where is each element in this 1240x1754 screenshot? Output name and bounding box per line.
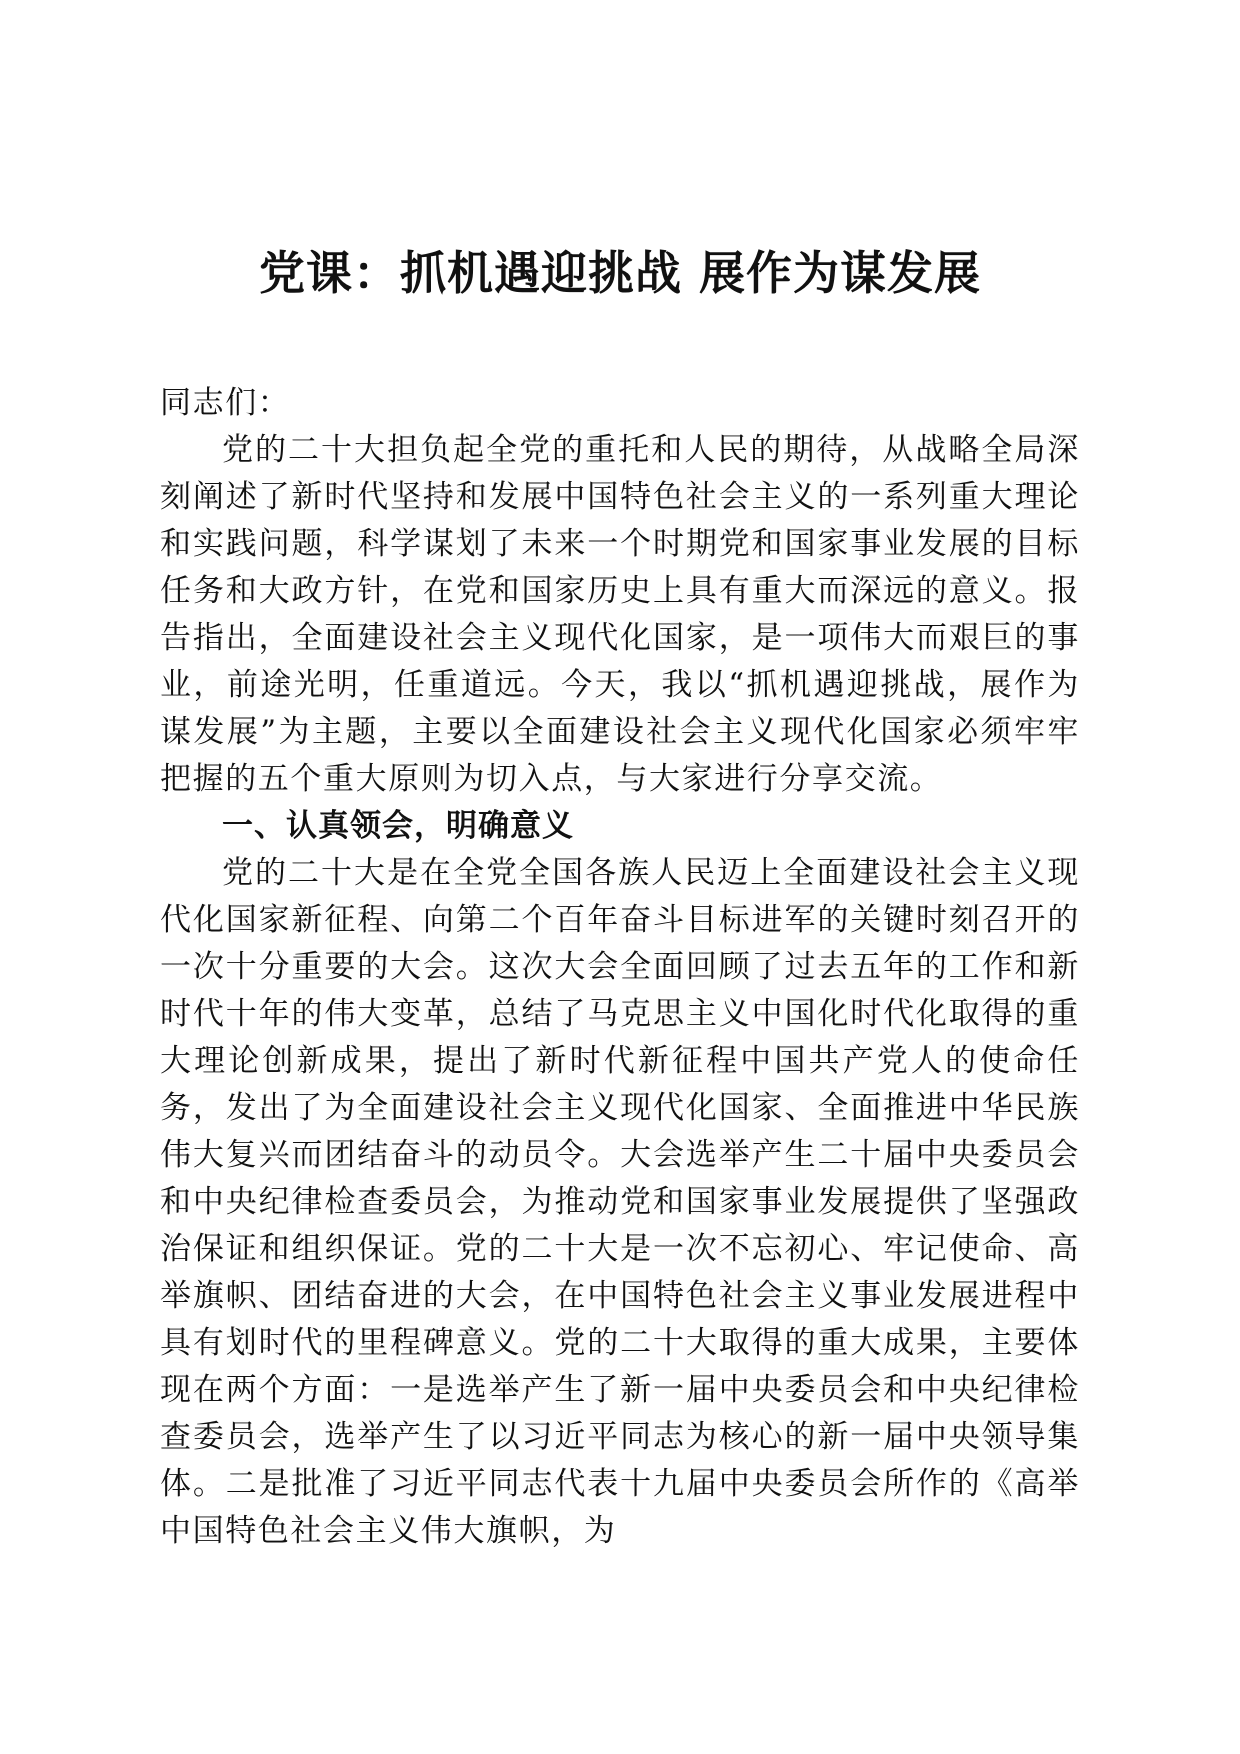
document-title: 党课：抓机遇迎挑战 展作为谋发展 (258, 246, 981, 300)
salutation: 同志们： (160, 385, 291, 421)
intro-paragraph: 党的二十大担负起全党的重托和人民的期待，从战略全局深刻阐述了新时代坚持和发展中国特色社会主义的一系列重大理论和实践问题，科学谋划了未来一个时期党和国家事业发展的目标任务和大政方针，在党和国家历史上具有重大而深远的意义。报告指出，全面建设社会主义现代化国家，是一项伟大而艰巨的事业，前途光明，任重道远。今天，我以“抓机遇迎挑战，展作为谋发展”为主题，主要以全面建设社会主义现代化国家必须牢牢把握的五个重大原则为切入点，与大家进行分享交流。 (160, 432, 1080, 797)
section-heading: 一、认真领会，明确意义 (222, 808, 574, 844)
section-paragraph: 党的二十大是在全党全国各族人民迈上全面建设社会主义现代化国家新征程、向第二个百年奋斗目标进军的关键时刻召开的一次十分重要的大会。这次大会全面回顾了过去五年的工作和新时代十年的伟大变革，总结了马克思主义中国化时代化取得的重大理论创新成果，提出了新时代新征程中国共产党人的使命任务，发出了为全面建设社会主义现代化国家、全面推进中华民族伟大复兴而团结奋斗的动员令。大会选举产生二十届中央委员会和中央纪律检查委员会，为推动党和国家事业发展提供了坚强政治保证和组织保证。党的二十大是一次不忘初心、牢记使命、高举旗帜、团结奋进的大会，在中国特色社会主义事业发展进程中具有划时代的里程碑意义。党的二十大取得的重大成果，主要体现在两个方面：一是选举产生了新一届中央委员会和中央纪律检查委员会，选举产生了以习近平同志为核心的新一届中央领导集体。二是批准了习近平同志代表十九届中央委员会所作的《高举中国特色社会主义伟大旗帜，为 (160, 855, 1080, 1549)
document-body (160, 380, 1080, 1555)
